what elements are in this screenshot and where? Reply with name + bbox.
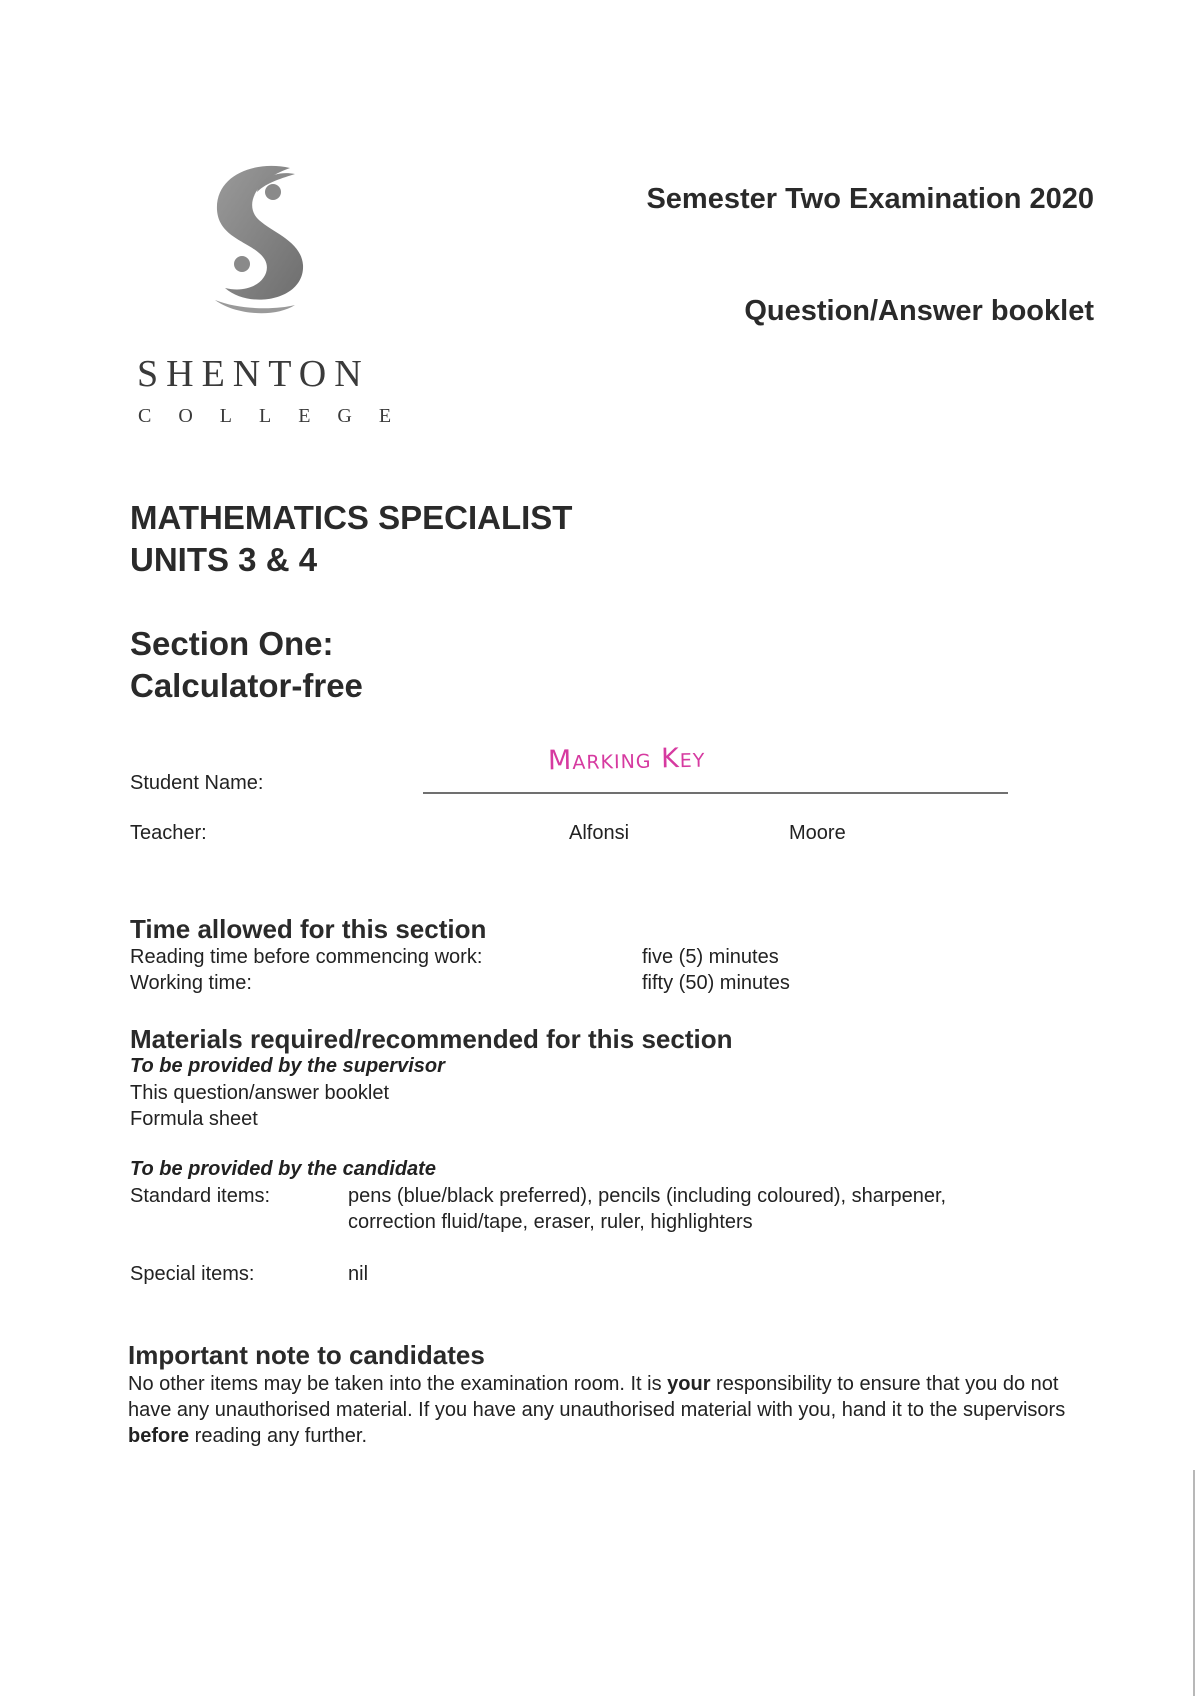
school-subtitle: COLLEGE bbox=[138, 405, 419, 427]
teacher-label: Teacher: bbox=[130, 822, 207, 844]
standard-items-line-2: correction fluid/tape, eraser, ruler, highlighters bbox=[348, 1211, 753, 1233]
teacher-option-moore: Moore bbox=[789, 822, 846, 844]
reading-time-value: five (5) minutes bbox=[642, 946, 779, 968]
subject-line-2: UNITS 3 & 4 bbox=[130, 541, 318, 578]
standard-items-line-1: pens (blue/black preferred), pencils (including coloured), sharpener, bbox=[348, 1185, 947, 1207]
section-title bbox=[130, 623, 363, 707]
student-name-value: Marking Key bbox=[547, 742, 706, 777]
student-name-line bbox=[423, 792, 1008, 794]
school-name: SHENTON bbox=[137, 353, 370, 395]
note-emphasis-your: your bbox=[667, 1373, 711, 1395]
special-items-label: Special items: bbox=[130, 1263, 255, 1285]
subject-title bbox=[130, 497, 572, 581]
note-text: No other items may be taken into the examination room. It is bbox=[128, 1373, 668, 1395]
candidate-heading: To be provided by the candidate bbox=[130, 1158, 436, 1180]
note-emphasis-before: before bbox=[128, 1425, 190, 1447]
subject-line-1: MATHEMATICS SPECIALIST bbox=[130, 499, 573, 536]
materials-heading: Materials required/recommended for this section bbox=[130, 1024, 733, 1054]
note-heading: Important note to candidates bbox=[128, 1340, 485, 1370]
reading-time-label: Reading time before commencing work: bbox=[130, 946, 483, 968]
working-time-label: Working time: bbox=[130, 972, 252, 994]
note-paragraph bbox=[128, 1371, 1093, 1449]
supervisor-item: This question/answer booklet bbox=[130, 1082, 390, 1104]
student-name-label: Student Name: bbox=[130, 772, 264, 794]
standard-items-label: Standard items: bbox=[130, 1185, 271, 1207]
note-text: reading any further. bbox=[189, 1425, 368, 1447]
teacher-option-alfonsi: Alfonsi bbox=[569, 822, 630, 844]
section-line-2: Calculator-free bbox=[130, 667, 363, 704]
scan-edge-line bbox=[1193, 1470, 1195, 1696]
school-logo-icon bbox=[195, 160, 325, 320]
section-line-1: Section One: bbox=[130, 625, 334, 662]
supervisor-heading: To be provided by the supervisor bbox=[130, 1055, 445, 1077]
time-heading: Time allowed for this section bbox=[130, 914, 487, 944]
special-items-value: nil bbox=[348, 1263, 369, 1285]
working-time-value: fifty (50) minutes bbox=[642, 972, 790, 994]
booklet-title: Question/Answer booklet bbox=[744, 295, 1094, 327]
supervisor-item: Formula sheet bbox=[130, 1108, 258, 1130]
note-text: responsibility to ensure that you do not have any unauthorised material. If you have any unauthorised material with you, hand it to the supervisors bbox=[128, 1373, 1066, 1421]
exam-title: Semester Two Examination 2020 bbox=[646, 183, 1094, 215]
